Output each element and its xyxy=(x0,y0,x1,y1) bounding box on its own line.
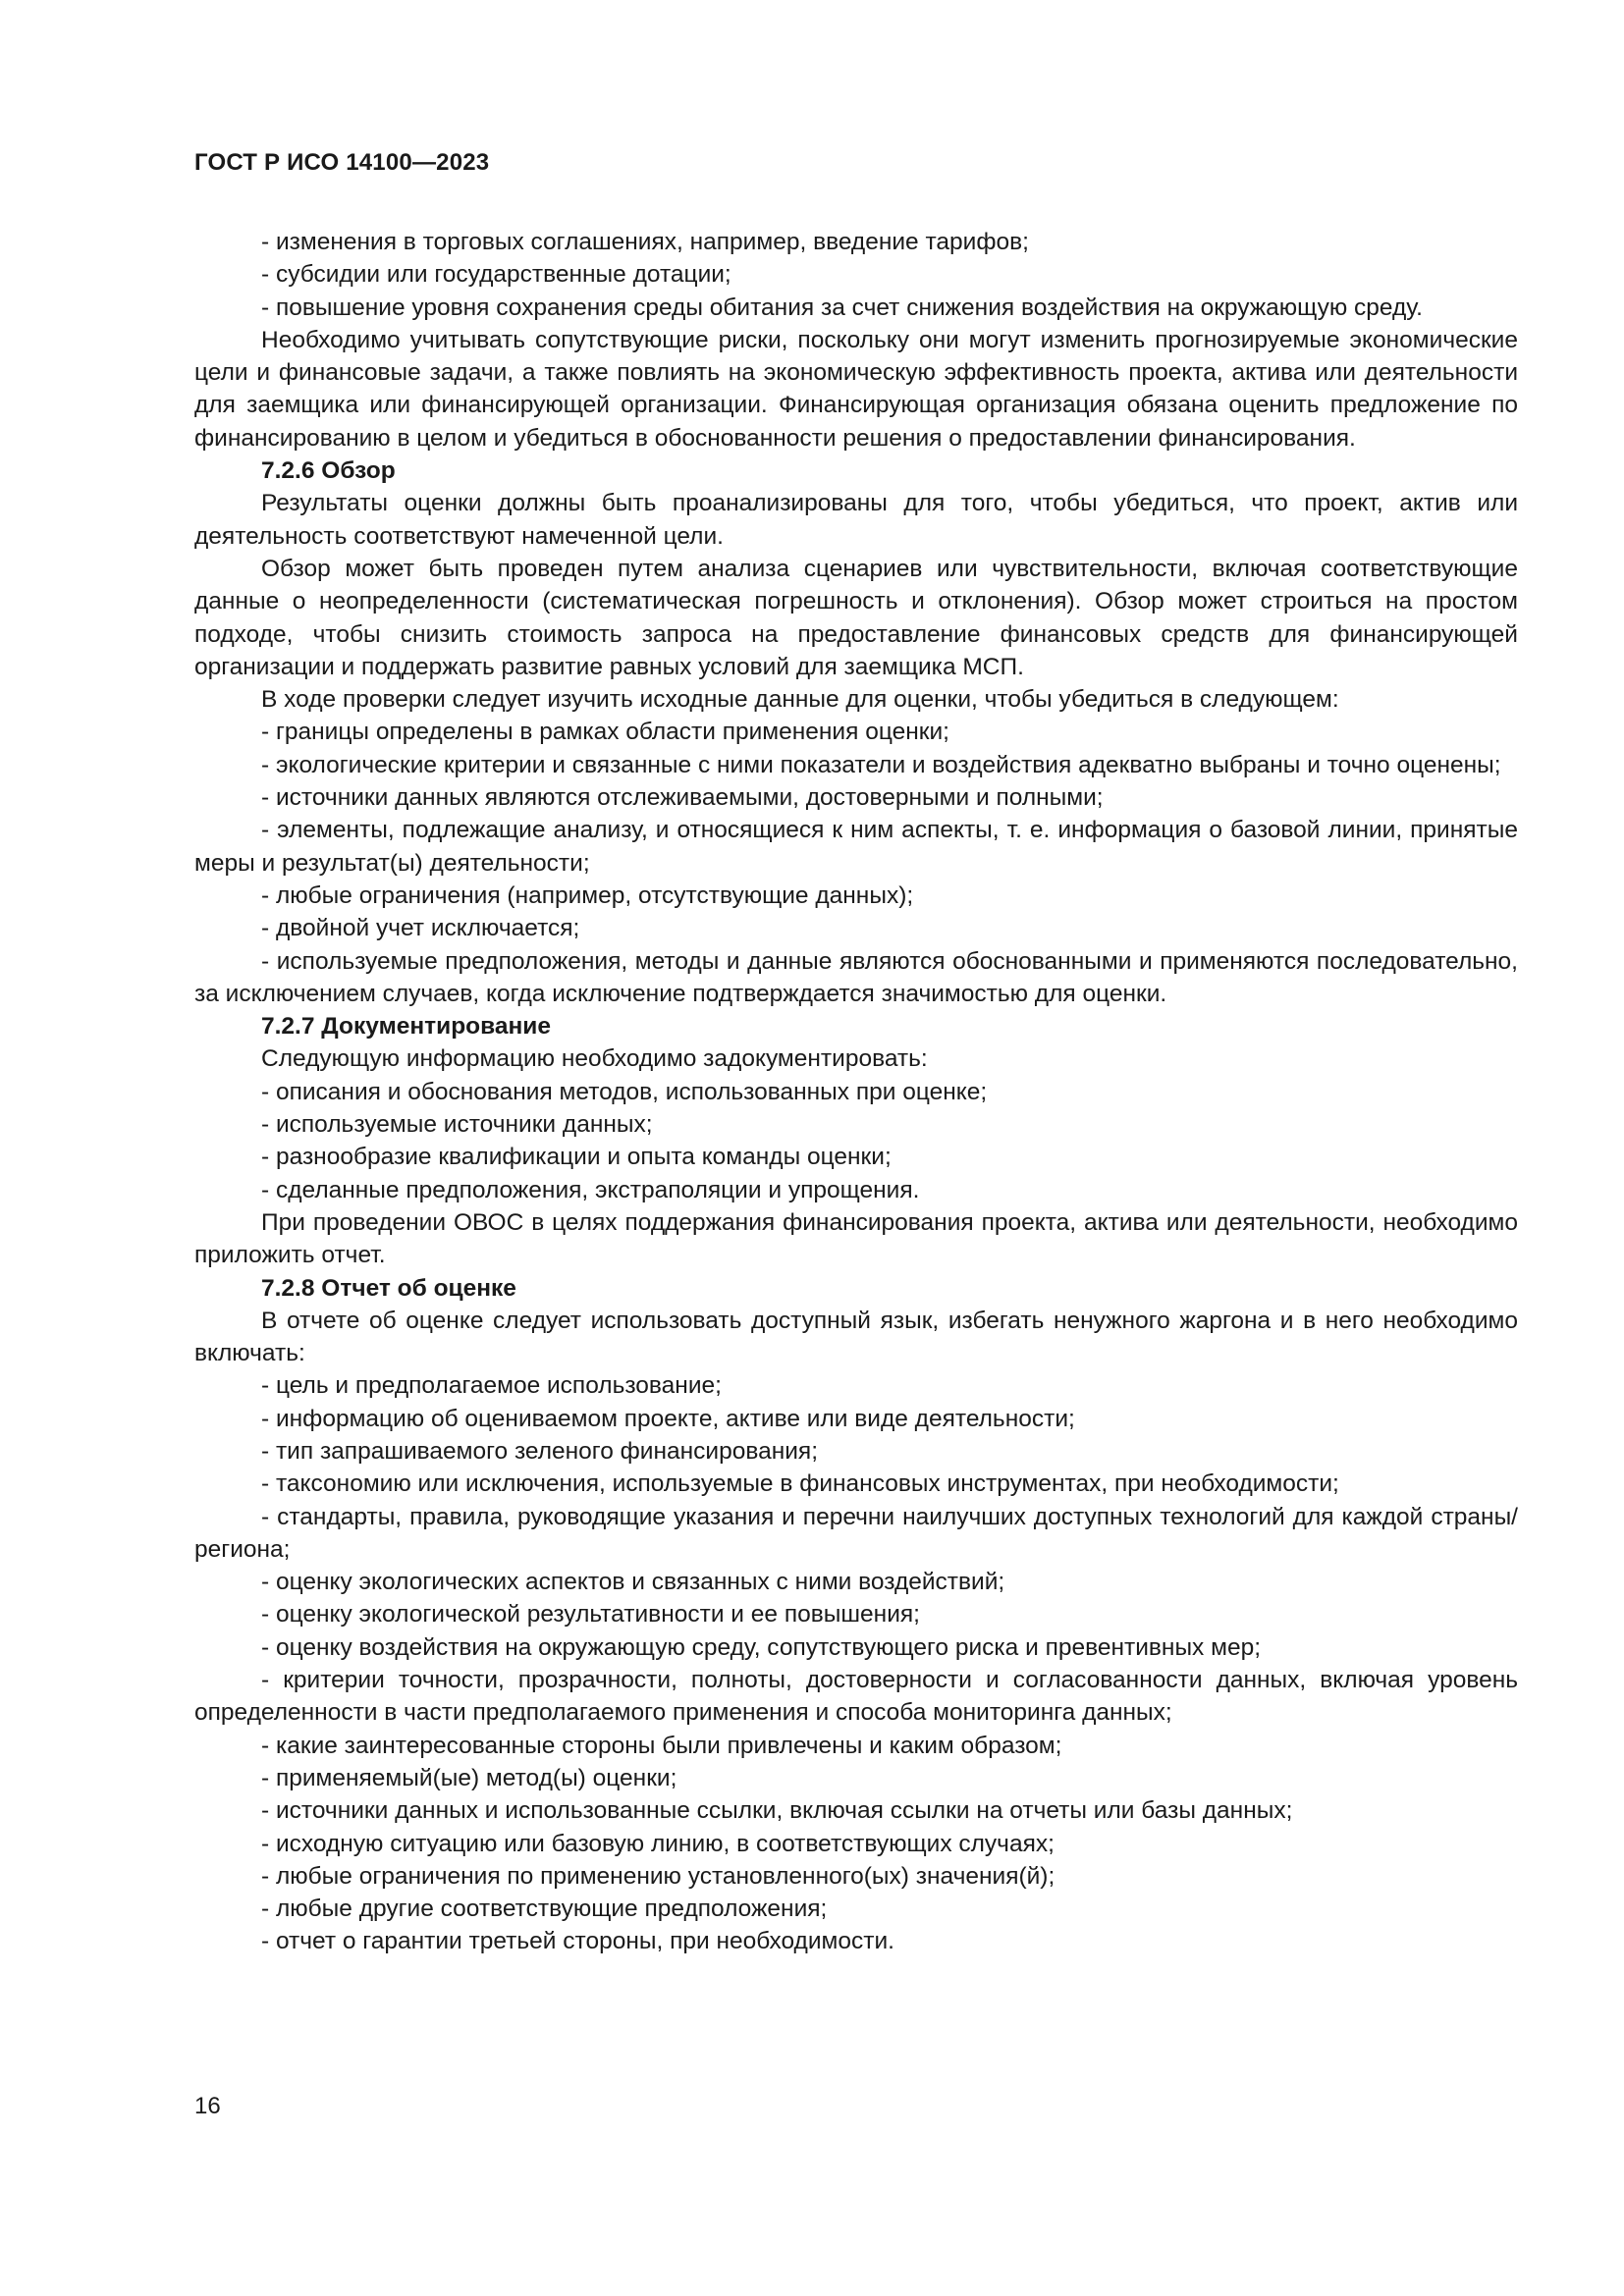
list-item: - экологические критерии и связанные с ними показатели и воздействия адекватно выбраны и точно оценены; xyxy=(261,751,1501,778)
list-item: - источники данных являются отслеживаемыми, достоверными и полными; xyxy=(261,784,1104,812)
list-item: - субсидии или государственные дотации; xyxy=(261,261,731,289)
list-item: - элементы, подлежащие анализу, и относящиеся к ним аспекты, т. е. информация о базовой линии, принятые меры и результат(ы) деятельности; xyxy=(194,817,1518,877)
section-heading: 7.2.7 Документирование xyxy=(261,1013,551,1041)
list-item: - источники данных и использованные ссылки, включая ссылки на отчеты или базы данных; xyxy=(261,1797,1293,1825)
list-item: - повышение уровня сохранения среды обитания за счет снижения воздействия на окружающую среду. xyxy=(261,294,1423,321)
page-number: 16 xyxy=(194,2093,221,2119)
list-item: - двойной учет исключается; xyxy=(261,915,580,942)
list-item: - границы определены в рамках области применения оценки; xyxy=(261,719,949,746)
list-item: - оценку воздействия на окружающую среду, сопутствующего риска и превентивных мер; xyxy=(261,1633,1262,1661)
list-item: - используемые предположения, методы и данные являются обоснованными и применяются последовательно, за исключением случаев, когда исключение подтверждается значимостью для оценки. xyxy=(194,947,1518,1007)
list-item: - критерии точности, прозрачности, полноты, достоверности и согласованности данных, включая уровень определенности в части предполагаемого применения и способа мониторинга данных; xyxy=(194,1667,1518,1727)
list-item: - какие заинтересованные стороны были привлечены и каким образом; xyxy=(261,1732,1062,1759)
list-item: - разнообразие квалификации и опыта команды оценки; xyxy=(261,1144,892,1171)
list-item: - исходную ситуацию или базовую линию, в соответствующих случаях; xyxy=(261,1830,1055,1857)
list-item: - сделанные предположения, экстраполяции и упрощения. xyxy=(261,1176,920,1203)
document-header-title: ГОСТ Р ИСО 14100—2023 xyxy=(194,149,490,176)
list-item: - описания и обоснования методов, использованных при оценке; xyxy=(261,1078,988,1105)
section-heading: 7.2.6 Обзор xyxy=(261,457,396,485)
paragraph: В отчете об оценке следует использовать доступный язык, избегать ненужного жаргона и в него необходимо включать: xyxy=(194,1307,1518,1367)
list-item: - используемые источники данных; xyxy=(261,1111,653,1139)
list-item: - оценку экологической результативности и ее повышения; xyxy=(261,1601,920,1629)
list-item: - отчет о гарантии третьей стороны, при необходимости. xyxy=(261,1928,894,1955)
list-item: - тип запрашиваемого зеленого финансирования; xyxy=(261,1437,819,1465)
section-heading: 7.2.8 Отчет об оценке xyxy=(261,1274,516,1302)
paragraph: При проведении ОВОС в целях поддержания финансирования проекта, актива или деятельности, необходимо приложить отчет. xyxy=(194,1208,1518,1269)
paragraph: В ходе проверки следует изучить исходные данные для оценки, чтобы убедиться в следующем: xyxy=(261,686,1339,714)
list-item: - изменения в торговых соглашениях, например, введение тарифов; xyxy=(261,229,1029,255)
list-item: - применяемый(ые) метод(ы) оценки; xyxy=(261,1764,677,1791)
paragraph: Обзор может быть проведен путем анализа сценариев или чувствительности, включая соответствующие данные о неопределенности (систематическая погрешность и отклонения). Обзор может строиться на простом подходе, чтобы снизить стоимость запроса на предоставление финансовых средств для финансирующей организации и поддержать развитие равных условий для заемщика МСП. xyxy=(194,555,1518,680)
paragraph: Результаты оценки должны быть проанализированы для того, чтобы убедиться, что проект, актив или деятельность соответствуют намеченной цели. xyxy=(194,490,1518,550)
list-item: - стандарты, правила, руководящие указания и перечни наилучших доступных технологий для каждой страны/региона; xyxy=(194,1503,1518,1563)
list-item: - любые другие соответствующие предположения; xyxy=(261,1896,828,1923)
list-item: - информацию об оцениваемом проекте, активе или виде деятельности; xyxy=(261,1405,1075,1432)
paragraph: Необходимо учитывать сопутствующие риски, поскольку они могут изменить прогнозируемые экономические цели и финансовые задачи, а также повлиять на экономическую эффективность проекта, актива или деятельности для заемщика или финансирующей организации. Финансирующая организация обязана оценить предложение по финансированию в целом и убедиться в обоснованности решения о предоставлении финансирования. xyxy=(194,326,1518,452)
list-item: - оценку экологических аспектов и связанных с ними воздействий; xyxy=(261,1569,1005,1596)
paragraph: Следующую информацию необходимо задокументировать: xyxy=(261,1045,928,1073)
list-item: - любые ограничения (например, отсутствующие данных); xyxy=(261,881,914,909)
list-item: - любые ограничения по применению установленного(ых) значения(й); xyxy=(261,1862,1056,1890)
list-item: - таксономию или исключения, используемые в финансовых инструментах, при необходимости; xyxy=(261,1470,1339,1498)
list-item: - цель и предполагаемое использование; xyxy=(261,1372,722,1400)
document-body xyxy=(194,226,1518,1958)
